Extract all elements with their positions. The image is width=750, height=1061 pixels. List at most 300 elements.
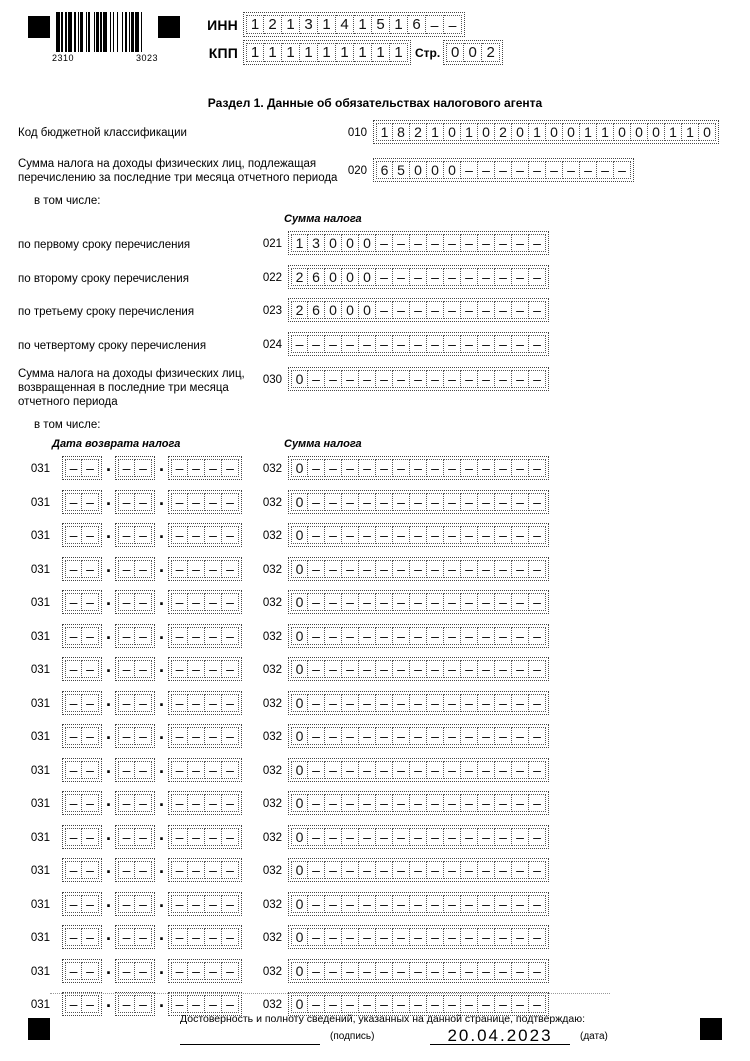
refund-date-year-input[interactable] — [168, 456, 242, 480]
form-cell[interactable]: – — [376, 301, 393, 319]
form-cell[interactable]: – — [529, 301, 546, 319]
form-cell[interactable]: – — [171, 962, 188, 980]
form-cell[interactable]: – — [135, 794, 152, 812]
form-cell[interactable]: – — [65, 694, 82, 712]
form-cell[interactable]: 0 — [291, 761, 308, 779]
form-cell[interactable]: – — [135, 761, 152, 779]
form-cell[interactable]: – — [478, 493, 495, 511]
form-cell[interactable]: – — [325, 660, 342, 678]
form-cell[interactable]: – — [461, 694, 478, 712]
form-cell[interactable]: – — [205, 995, 222, 1013]
form-cell[interactable]: – — [427, 593, 444, 611]
form-cell[interactable]: – — [376, 268, 393, 286]
form-cell[interactable]: – — [427, 370, 444, 388]
form-cell[interactable]: – — [495, 370, 512, 388]
form-cell[interactable]: – — [135, 560, 152, 578]
form-cell[interactable]: – — [427, 861, 444, 879]
form-cell[interactable]: – — [205, 694, 222, 712]
refund-date-year-input[interactable] — [168, 557, 242, 581]
form-cell[interactable]: – — [376, 928, 393, 946]
form-cell[interactable]: – — [308, 995, 325, 1013]
form-cell[interactable]: – — [118, 761, 135, 779]
form-cell[interactable]: 1 — [354, 15, 372, 34]
form-cell[interactable]: – — [444, 234, 461, 252]
form-cell[interactable]: – — [495, 861, 512, 879]
form-cell[interactable]: – — [426, 15, 444, 34]
form-cell[interactable]: 1 — [246, 43, 264, 62]
form-cell[interactable]: – — [376, 459, 393, 477]
form-cell[interactable]: – — [512, 794, 529, 812]
form-cell[interactable]: 0 — [291, 794, 308, 812]
form-cell[interactable]: – — [171, 794, 188, 812]
form-cell[interactable]: 0 — [444, 161, 461, 179]
form-cell[interactable]: – — [478, 727, 495, 745]
form-cell[interactable]: – — [461, 459, 478, 477]
form-cell[interactable]: – — [171, 627, 188, 645]
form-cell[interactable]: – — [376, 660, 393, 678]
form-cell[interactable]: – — [376, 995, 393, 1013]
form-cell[interactable]: – — [118, 895, 135, 913]
form-cell[interactable]: – — [359, 895, 376, 913]
form-cell[interactable]: – — [359, 794, 376, 812]
form-cell[interactable]: 8 — [393, 123, 410, 141]
form-cell[interactable]: – — [308, 794, 325, 812]
form-cell[interactable]: – — [342, 761, 359, 779]
form-cell[interactable]: – — [188, 761, 205, 779]
form-cell[interactable]: – — [393, 268, 410, 286]
form-cell[interactable]: – — [171, 995, 188, 1013]
refund-date-year-input[interactable] — [168, 691, 242, 715]
form-cell[interactable]: – — [444, 459, 461, 477]
form-cell[interactable]: – — [478, 161, 495, 179]
refund-amount-input[interactable] — [288, 624, 549, 648]
form-cell[interactable]: – — [118, 560, 135, 578]
form-cell[interactable]: – — [325, 794, 342, 812]
page-number-input[interactable] — [443, 40, 503, 65]
refund-date-month-input[interactable] — [115, 825, 155, 849]
form-cell[interactable]: 4 — [336, 15, 354, 34]
form-cell[interactable]: – — [342, 962, 359, 980]
form-cell[interactable]: – — [171, 828, 188, 846]
form-cell[interactable]: – — [376, 694, 393, 712]
term1-input[interactable] — [288, 231, 549, 255]
form-cell[interactable]: 1 — [682, 123, 699, 141]
refund-date-month-input[interactable] — [115, 456, 155, 480]
form-cell[interactable]: – — [171, 761, 188, 779]
form-cell[interactable]: – — [410, 560, 427, 578]
refund-date-month-input[interactable] — [115, 490, 155, 514]
form-cell[interactable]: – — [410, 370, 427, 388]
form-cell[interactable]: – — [563, 161, 580, 179]
form-cell[interactable]: – — [308, 493, 325, 511]
form-cell[interactable]: – — [342, 660, 359, 678]
refund-amount-field[interactable] — [288, 892, 549, 916]
form-cell[interactable]: – — [444, 593, 461, 611]
form-cell[interactable]: – — [512, 301, 529, 319]
form-cell[interactable]: – — [512, 627, 529, 645]
form-cell[interactable]: – — [444, 526, 461, 544]
form-cell[interactable]: – — [529, 761, 546, 779]
form-cell[interactable]: – — [205, 660, 222, 678]
form-cell[interactable]: – — [188, 828, 205, 846]
form-cell[interactable]: – — [359, 459, 376, 477]
form-cell[interactable]: – — [82, 627, 99, 645]
form-cell[interactable]: 0 — [546, 123, 563, 141]
form-cell[interactable]: – — [529, 995, 546, 1013]
form-cell[interactable]: – — [427, 301, 444, 319]
form-cell[interactable]: – — [205, 861, 222, 879]
refund-date-field[interactable] — [62, 691, 242, 715]
refund-date-field[interactable] — [62, 657, 242, 681]
sum-returned-input[interactable] — [288, 367, 549, 391]
refund-date-field[interactable] — [62, 557, 242, 581]
form-cell[interactable]: 1 — [529, 123, 546, 141]
form-cell[interactable]: – — [325, 560, 342, 578]
term4-field[interactable] — [288, 332, 549, 356]
form-cell[interactable]: – — [359, 928, 376, 946]
form-cell[interactable]: – — [529, 560, 546, 578]
form-cell[interactable]: – — [118, 694, 135, 712]
form-cell[interactable]: – — [393, 593, 410, 611]
refund-date-month-input[interactable] — [115, 691, 155, 715]
refund-date-year-input[interactable] — [168, 959, 242, 983]
form-cell[interactable]: – — [410, 794, 427, 812]
form-cell[interactable]: – — [308, 828, 325, 846]
refund-date-day-input[interactable] — [62, 825, 102, 849]
term3-input[interactable] — [288, 298, 549, 322]
refund-amount-field[interactable] — [288, 791, 549, 815]
form-cell[interactable]: – — [222, 727, 239, 745]
form-cell[interactable]: – — [410, 660, 427, 678]
form-cell[interactable]: – — [82, 995, 99, 1013]
form-cell[interactable]: – — [444, 493, 461, 511]
form-cell[interactable]: – — [478, 459, 495, 477]
form-cell[interactable]: – — [444, 301, 461, 319]
form-cell[interactable]: – — [325, 335, 342, 353]
form-cell[interactable]: – — [461, 335, 478, 353]
form-cell[interactable]: – — [188, 660, 205, 678]
form-cell[interactable]: – — [410, 301, 427, 319]
form-cell[interactable]: 0 — [291, 526, 308, 544]
form-cell[interactable]: – — [427, 493, 444, 511]
term4-input[interactable] — [288, 332, 549, 356]
form-cell[interactable]: – — [171, 560, 188, 578]
form-cell[interactable]: – — [444, 995, 461, 1013]
form-cell[interactable]: – — [410, 335, 427, 353]
form-cell[interactable]: – — [461, 593, 478, 611]
form-cell[interactable]: – — [222, 861, 239, 879]
form-cell[interactable]: – — [205, 459, 222, 477]
refund-date-year-input[interactable] — [168, 858, 242, 882]
refund-date-field[interactable] — [62, 892, 242, 916]
refund-date-year-input[interactable] — [168, 925, 242, 949]
form-cell[interactable]: 0 — [291, 493, 308, 511]
form-cell[interactable]: – — [427, 526, 444, 544]
form-cell[interactable]: – — [444, 794, 461, 812]
form-cell[interactable]: 1 — [291, 234, 308, 252]
form-cell[interactable]: – — [444, 928, 461, 946]
form-cell[interactable]: – — [461, 861, 478, 879]
form-cell[interactable]: – — [308, 962, 325, 980]
refund-date-day-input[interactable] — [62, 858, 102, 882]
refund-date-field[interactable] — [62, 758, 242, 782]
refund-amount-field[interactable] — [288, 758, 549, 782]
refund-amount-input[interactable] — [288, 858, 549, 882]
kbk-field[interactable] — [373, 120, 719, 144]
form-cell[interactable]: 1 — [336, 43, 354, 62]
form-cell[interactable]: – — [118, 794, 135, 812]
refund-date-field[interactable] — [62, 624, 242, 648]
form-cell[interactable]: 0 — [291, 660, 308, 678]
refund-date-day-input[interactable] — [62, 657, 102, 681]
form-cell[interactable]: – — [495, 335, 512, 353]
refund-amount-input[interactable] — [288, 557, 549, 581]
form-cell[interactable]: – — [478, 268, 495, 286]
refund-date-day-input[interactable] — [62, 456, 102, 480]
refund-amount-field[interactable] — [288, 490, 549, 514]
refund-amount-input[interactable] — [288, 590, 549, 614]
form-cell[interactable]: 0 — [342, 268, 359, 286]
refund-amount-field[interactable] — [288, 456, 549, 480]
form-cell[interactable]: – — [188, 794, 205, 812]
form-cell[interactable]: – — [359, 627, 376, 645]
form-cell[interactable]: – — [118, 627, 135, 645]
form-cell[interactable]: – — [478, 962, 495, 980]
form-cell[interactable]: – — [529, 268, 546, 286]
refund-date-month-input[interactable] — [115, 992, 155, 1016]
form-cell[interactable]: – — [222, 761, 239, 779]
form-cell[interactable]: 0 — [444, 123, 461, 141]
form-cell[interactable]: 0 — [291, 370, 308, 388]
form-cell[interactable]: – — [359, 828, 376, 846]
form-cell[interactable]: – — [65, 928, 82, 946]
form-cell[interactable]: – — [478, 895, 495, 913]
refund-amount-input[interactable] — [288, 724, 549, 748]
refund-amount-input[interactable] — [288, 523, 549, 547]
refund-amount-field[interactable] — [288, 691, 549, 715]
form-cell[interactable]: – — [393, 560, 410, 578]
form-cell[interactable]: – — [444, 694, 461, 712]
form-cell[interactable]: – — [205, 560, 222, 578]
form-cell[interactable]: – — [222, 895, 239, 913]
form-cell[interactable]: – — [461, 895, 478, 913]
form-cell[interactable]: – — [359, 761, 376, 779]
form-cell[interactable]: – — [444, 962, 461, 980]
form-cell[interactable]: – — [393, 962, 410, 980]
form-cell[interactable]: – — [478, 560, 495, 578]
form-cell[interactable]: – — [427, 928, 444, 946]
form-cell[interactable]: – — [135, 593, 152, 611]
refund-date-month-input[interactable] — [115, 858, 155, 882]
form-cell[interactable]: 1 — [318, 43, 336, 62]
form-cell[interactable]: 0 — [291, 861, 308, 879]
form-cell[interactable]: – — [512, 761, 529, 779]
form-cell[interactable]: – — [359, 995, 376, 1013]
form-cell[interactable]: – — [325, 995, 342, 1013]
form-cell[interactable]: – — [222, 660, 239, 678]
refund-amount-field[interactable] — [288, 657, 549, 681]
form-cell[interactable]: – — [308, 370, 325, 388]
form-cell[interactable]: – — [65, 526, 82, 544]
term1-field[interactable] — [288, 231, 549, 255]
form-cell[interactable]: – — [82, 895, 99, 913]
form-cell[interactable]: – — [546, 161, 563, 179]
form-cell[interactable]: – — [393, 335, 410, 353]
form-cell[interactable]: – — [188, 995, 205, 1013]
form-cell[interactable]: – — [308, 660, 325, 678]
form-cell[interactable]: – — [222, 995, 239, 1013]
form-cell[interactable]: – — [461, 234, 478, 252]
refund-date-day-input[interactable] — [62, 992, 102, 1016]
form-cell[interactable]: – — [495, 995, 512, 1013]
refund-date-field[interactable] — [62, 490, 242, 514]
form-cell[interactable]: – — [342, 895, 359, 913]
form-cell[interactable]: – — [222, 928, 239, 946]
form-cell[interactable]: 0 — [325, 234, 342, 252]
form-cell[interactable]: – — [359, 660, 376, 678]
form-cell[interactable]: – — [410, 268, 427, 286]
form-cell[interactable]: – — [427, 761, 444, 779]
form-cell[interactable]: – — [444, 828, 461, 846]
refund-amount-input[interactable] — [288, 892, 549, 916]
form-cell[interactable]: – — [205, 928, 222, 946]
form-cell[interactable]: – — [461, 493, 478, 511]
form-cell[interactable]: – — [529, 459, 546, 477]
form-cell[interactable]: – — [325, 861, 342, 879]
form-cell[interactable]: – — [393, 526, 410, 544]
form-cell[interactable]: – — [495, 560, 512, 578]
form-cell[interactable]: – — [529, 234, 546, 252]
form-cell[interactable]: – — [325, 928, 342, 946]
form-cell[interactable]: – — [410, 962, 427, 980]
form-cell[interactable]: – — [82, 493, 99, 511]
form-cell[interactable]: – — [461, 794, 478, 812]
form-cell[interactable]: – — [495, 794, 512, 812]
form-cell[interactable]: – — [461, 560, 478, 578]
form-cell[interactable]: – — [65, 794, 82, 812]
refund-date-day-input[interactable] — [62, 523, 102, 547]
form-cell[interactable]: – — [427, 995, 444, 1013]
form-cell[interactable]: – — [325, 761, 342, 779]
form-cell[interactable]: 0 — [291, 593, 308, 611]
form-cell[interactable]: 0 — [291, 627, 308, 645]
sum-transfer-field[interactable] — [373, 158, 634, 182]
form-cell[interactable]: – — [410, 928, 427, 946]
form-cell[interactable]: – — [325, 627, 342, 645]
form-cell[interactable]: – — [205, 761, 222, 779]
form-cell[interactable]: – — [495, 268, 512, 286]
form-cell[interactable]: – — [495, 301, 512, 319]
form-cell[interactable]: – — [597, 161, 614, 179]
form-cell[interactable]: – — [444, 861, 461, 879]
form-cell[interactable]: – — [478, 794, 495, 812]
form-cell[interactable]: – — [410, 761, 427, 779]
refund-date-field[interactable] — [62, 959, 242, 983]
form-cell[interactable]: – — [222, 828, 239, 846]
inn-input[interactable] — [243, 12, 465, 37]
form-cell[interactable]: – — [359, 560, 376, 578]
sum-returned-field[interactable] — [288, 367, 549, 391]
form-cell[interactable]: – — [359, 370, 376, 388]
form-cell[interactable]: – — [410, 694, 427, 712]
form-cell[interactable]: – — [427, 234, 444, 252]
form-cell[interactable]: – — [118, 928, 135, 946]
form-cell[interactable]: – — [376, 962, 393, 980]
form-cell[interactable]: – — [461, 526, 478, 544]
refund-date-field[interactable] — [62, 724, 242, 748]
form-cell[interactable]: – — [65, 761, 82, 779]
refund-date-month-input[interactable] — [115, 758, 155, 782]
form-cell[interactable]: – — [495, 234, 512, 252]
form-cell[interactable]: 1 — [246, 15, 264, 34]
form-cell[interactable]: – — [512, 593, 529, 611]
form-cell[interactable]: 5 — [393, 161, 410, 179]
form-cell[interactable]: – — [461, 660, 478, 678]
form-cell[interactable]: – — [410, 526, 427, 544]
refund-date-month-input[interactable] — [115, 892, 155, 916]
form-cell[interactable]: – — [393, 493, 410, 511]
form-cell[interactable]: – — [205, 593, 222, 611]
form-cell[interactable]: – — [512, 861, 529, 879]
form-cell[interactable]: – — [376, 861, 393, 879]
form-cell[interactable]: – — [478, 627, 495, 645]
form-cell[interactable]: – — [410, 995, 427, 1013]
form-cell[interactable]: – — [171, 895, 188, 913]
form-cell[interactable]: – — [222, 526, 239, 544]
refund-date-field[interactable] — [62, 858, 242, 882]
refund-date-day-input[interactable] — [62, 791, 102, 815]
form-cell[interactable]: – — [118, 660, 135, 678]
form-cell[interactable]: – — [342, 335, 359, 353]
form-cell[interactable]: – — [393, 660, 410, 678]
form-cell[interactable]: – — [82, 526, 99, 544]
refund-date-year-input[interactable] — [168, 624, 242, 648]
form-cell[interactable]: – — [342, 370, 359, 388]
form-cell[interactable]: – — [512, 370, 529, 388]
form-cell[interactable]: – — [118, 995, 135, 1013]
form-cell[interactable]: – — [222, 694, 239, 712]
form-cell[interactable]: – — [342, 828, 359, 846]
form-cell[interactable]: 0 — [648, 123, 665, 141]
form-cell[interactable]: 1 — [282, 43, 300, 62]
form-cell[interactable]: 1 — [372, 43, 390, 62]
form-cell[interactable]: – — [65, 627, 82, 645]
form-cell[interactable]: 2 — [264, 15, 282, 34]
form-cell[interactable]: – — [342, 727, 359, 745]
form-cell[interactable]: – — [512, 493, 529, 511]
form-cell[interactable]: – — [614, 161, 631, 179]
form-cell[interactable]: – — [529, 335, 546, 353]
form-cell[interactable]: – — [171, 727, 188, 745]
form-cell[interactable]: – — [512, 526, 529, 544]
form-cell[interactable]: – — [359, 962, 376, 980]
form-cell[interactable]: – — [342, 593, 359, 611]
refund-date-year-input[interactable] — [168, 590, 242, 614]
form-cell[interactable]: – — [325, 895, 342, 913]
form-cell[interactable]: 6 — [308, 301, 325, 319]
kbk-input[interactable] — [373, 120, 719, 144]
form-cell[interactable]: – — [478, 660, 495, 678]
form-cell[interactable]: – — [444, 15, 462, 34]
form-cell[interactable]: – — [478, 761, 495, 779]
form-cell[interactable]: – — [135, 459, 152, 477]
refund-date-month-input[interactable] — [115, 624, 155, 648]
refund-date-year-input[interactable] — [168, 490, 242, 514]
form-cell[interactable]: – — [135, 861, 152, 879]
refund-amount-input[interactable] — [288, 456, 549, 480]
form-cell[interactable]: – — [376, 493, 393, 511]
form-cell[interactable]: – — [171, 459, 188, 477]
